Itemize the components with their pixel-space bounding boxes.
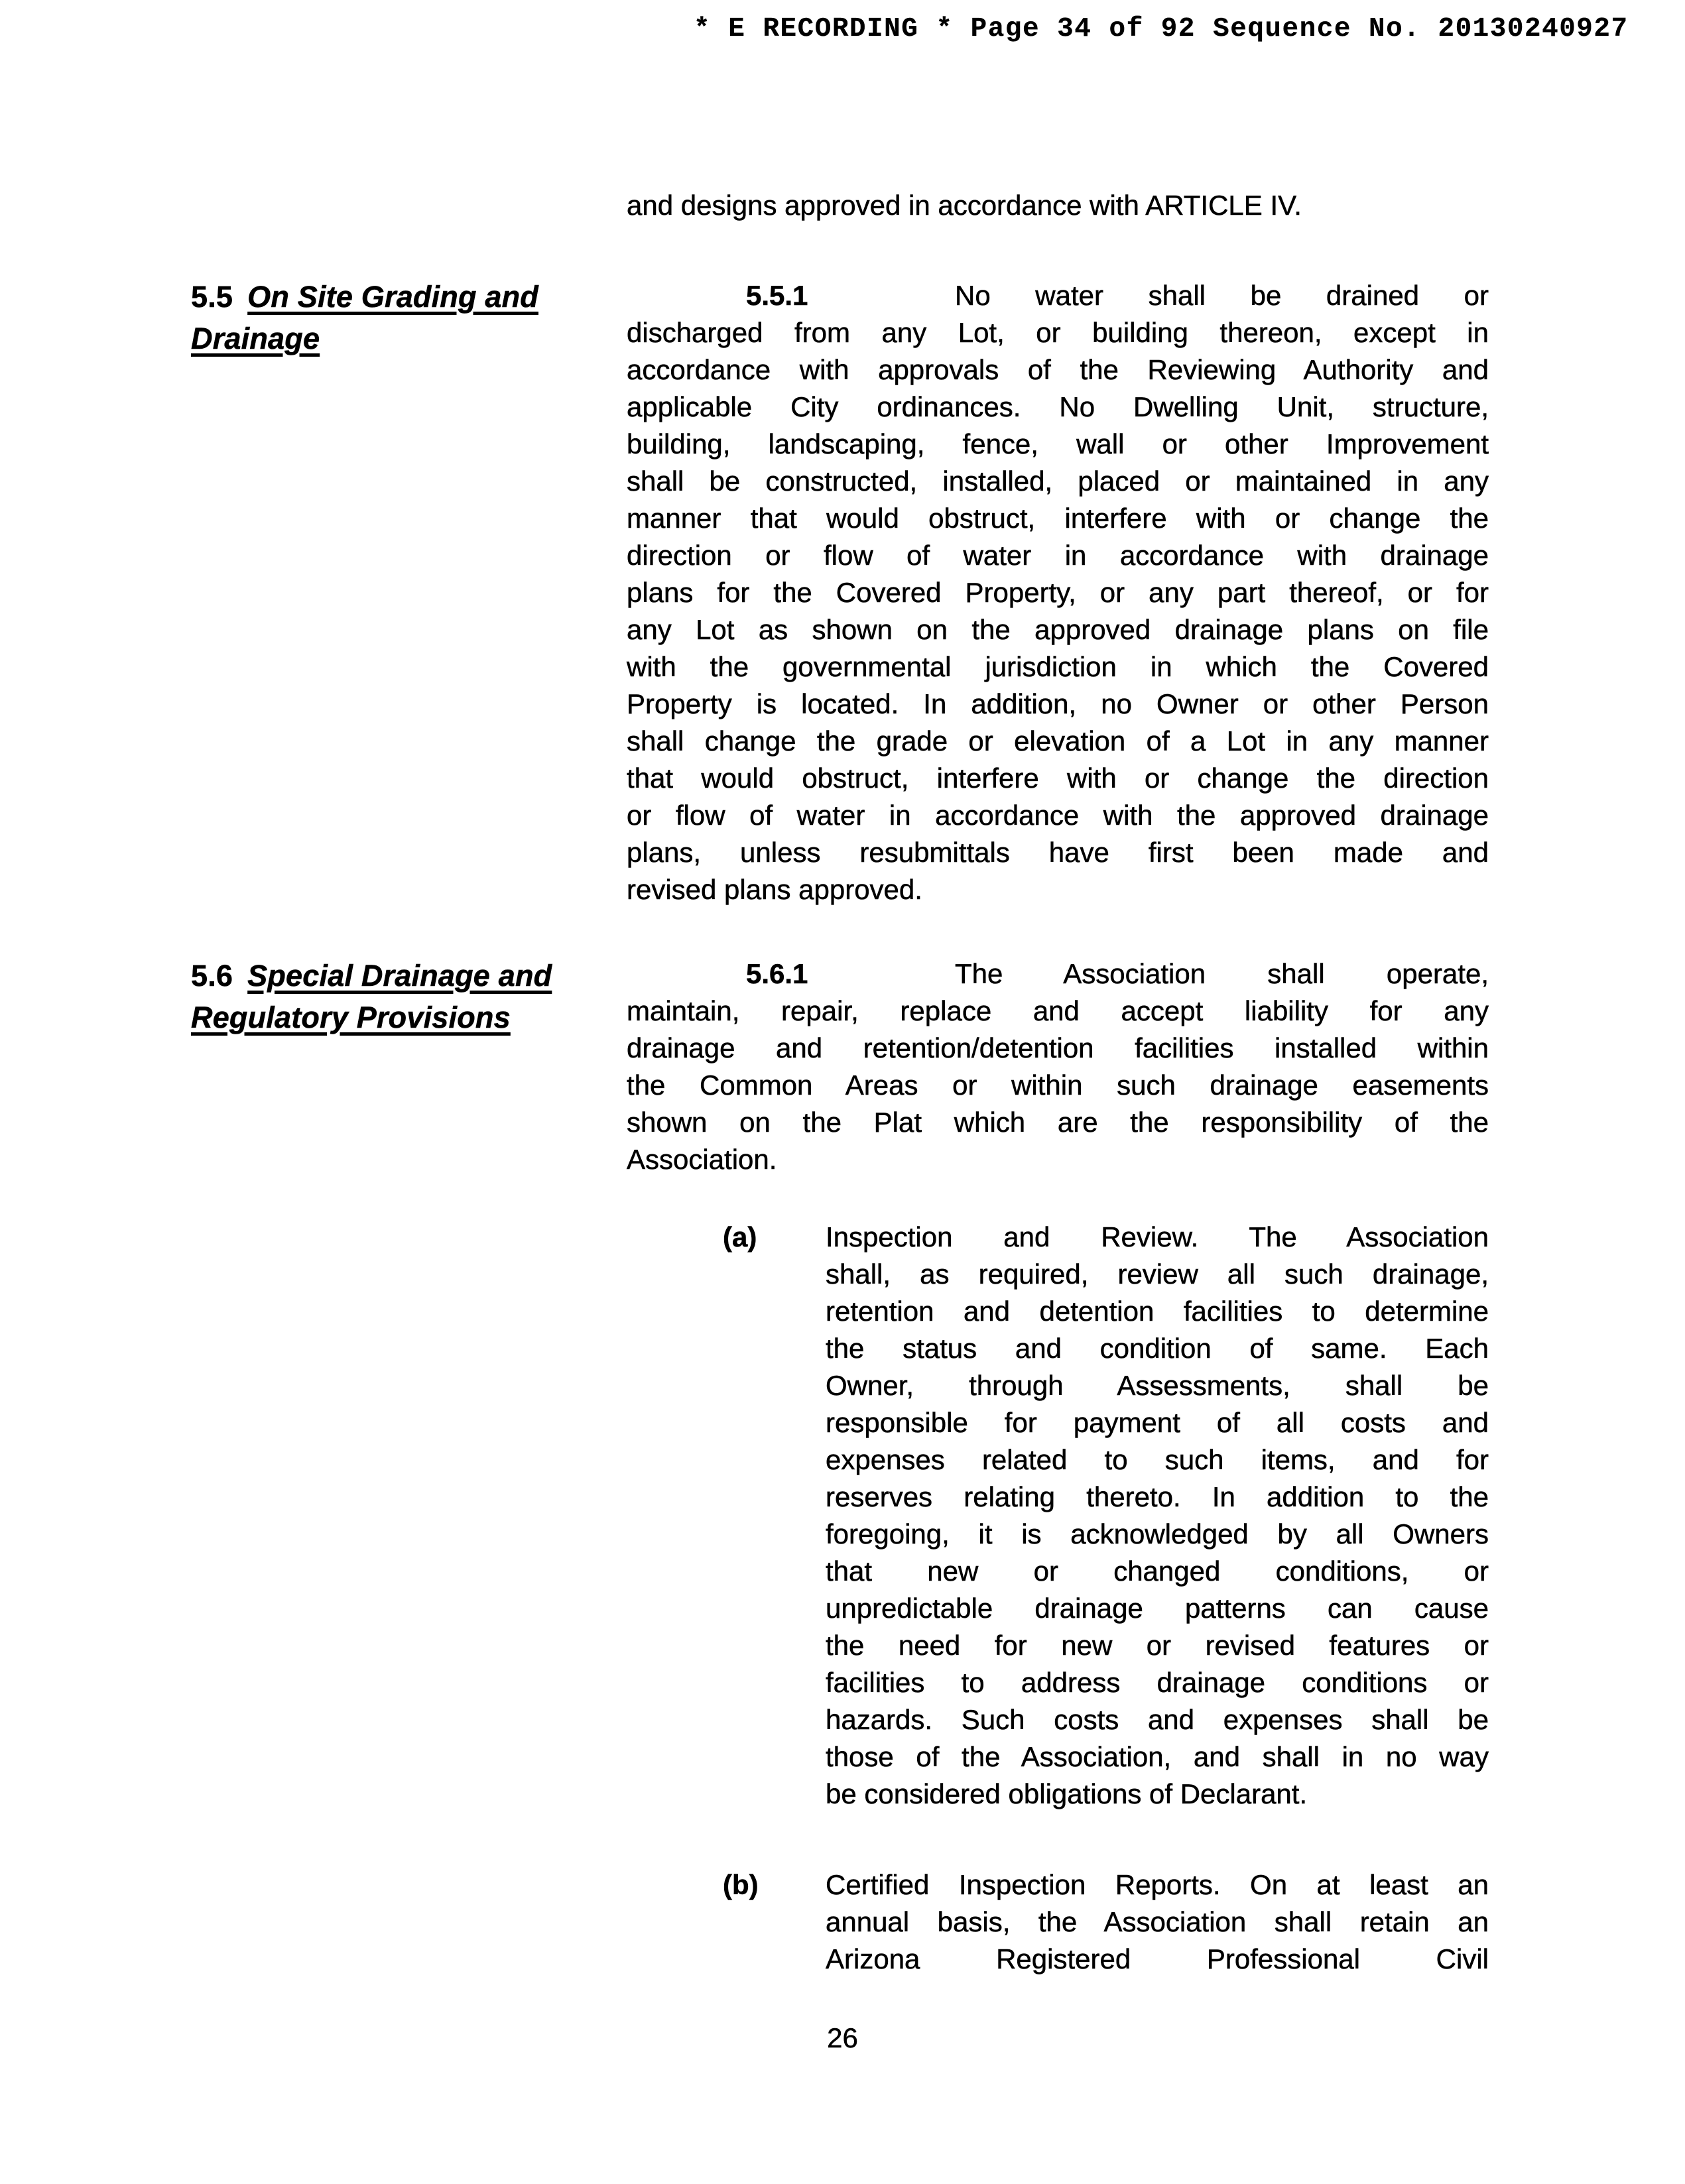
list-item-text [826, 1866, 1489, 1978]
text-line: annual basis, the Association shall retain an [826, 1906, 1489, 1937]
text-line: shall be constructed, installed, placed or maintained in any [627, 465, 1489, 497]
text-line: facilities to address drainage conditions or [826, 1667, 1489, 1698]
text-line: Arizona Registered Professional Civil [826, 1943, 1489, 1974]
text-line: Inspection and Review. The Association [826, 1221, 1489, 1252]
paragraph-5-5-1 [627, 277, 1489, 908]
text-line: drainage and retention/detention facilities installed within [627, 1032, 1489, 1063]
section-title-line: Special Drainage and [247, 959, 552, 993]
paragraph-first-line [627, 277, 1489, 314]
paragraph-number: 5.5.1 [746, 280, 808, 311]
text-line: discharged from any Lot, or building thereon, except in [627, 317, 1489, 348]
text-line: Property is located. In addition, no Owner or other Person [627, 688, 1489, 719]
text-line: retention and detention facilities to determine [826, 1296, 1489, 1327]
section-title-line: Regulatory Provisions [191, 1001, 511, 1034]
text-line: applicable City ordinances. No Dwelling Unit, structure, [627, 391, 1489, 422]
text-line: building, landscaping, fence, wall or other Improvement [627, 428, 1489, 459]
text-line: that would obstruct, interfere with or change the direction [627, 762, 1489, 794]
paragraph-lines [627, 993, 1489, 1178]
text-line: plans, unless resubmittals have first been made and [627, 837, 1489, 868]
recording-header: * E RECORDING * Page 34 of 92 Sequence No. 20130240927 [694, 14, 1629, 44]
text-line: those of the Association, and shall in no way [826, 1741, 1489, 1772]
section-number: 5.5 [191, 280, 233, 314]
list-item-b [723, 1866, 1489, 1978]
text-line: Certified Inspection Reports. On at least an [826, 1869, 1489, 1900]
text-line: Association. [627, 1144, 777, 1175]
text-line: with the governmental jurisdiction in which the Covered [627, 651, 1489, 682]
text-line: shall change the grade or elevation of a Lot in any manner [627, 725, 1489, 757]
paragraph-first-line [627, 955, 1489, 993]
text-line: the Common Areas or within such drainage easements [627, 1069, 1489, 1101]
list-item-marker: (b) [723, 1869, 759, 1900]
section-heading-5-6 [191, 955, 629, 1038]
section-title-line: Drainage [191, 322, 320, 355]
text-line: accordance with approvals of the Reviewing Authority and [627, 354, 1489, 385]
text-line: reserves relating thereto. In addition to the [826, 1481, 1489, 1512]
section-heading-line [191, 997, 629, 1038]
section-title-line: On Site Grading and [247, 280, 538, 314]
text-line: hazards. Such costs and expenses shall be [826, 1704, 1489, 1735]
list-item-a [723, 1219, 1489, 1813]
paragraph-5-6-1 [627, 955, 1489, 1178]
text-line: plans for the Covered Property, or any part thereof, or for [627, 577, 1489, 608]
text-line: the need for new or revised features or [826, 1630, 1489, 1661]
intro-continuation-line: and designs approved in accordance with ARTICLE IV. [627, 190, 1302, 221]
text-line: manner that would obstruct, interfere with or change the [627, 503, 1489, 534]
text-line: that new or changed conditions, or [826, 1555, 1489, 1587]
section-heading-line [191, 955, 629, 997]
text-line: shown on the Plat which are the responsibility of the [627, 1107, 1489, 1138]
text-line: maintain, repair, replace and accept liability for any [627, 995, 1489, 1026]
text-line: the status and condition of same. Each [826, 1333, 1489, 1364]
text-line: expenses related to such items, and for [826, 1444, 1489, 1475]
text-line: be considered obligations of Declarant. [826, 1778, 1308, 1809]
text-line: unpredictable drainage patterns can cause [826, 1593, 1489, 1624]
text-line: any Lot as shown on the approved drainage plans on file [627, 614, 1489, 645]
list-item-text [826, 1219, 1489, 1813]
text-line: or flow of water in accordance with the approved drainage [627, 800, 1489, 831]
section-heading-5-5 [191, 276, 629, 359]
text-line: shall, as required, review all such drainage, [826, 1258, 1489, 1290]
paragraph-number: 5.6.1 [746, 958, 808, 989]
section-heading-line [191, 318, 629, 359]
text-line: responsible for payment of all costs and [826, 1407, 1489, 1438]
text-line: direction or flow of water in accordance with drainage [627, 540, 1489, 571]
text-line: revised plans approved. [627, 874, 922, 905]
text-line: Owner, through Assessments, shall be [826, 1370, 1489, 1401]
list-item-marker: (a) [723, 1221, 757, 1252]
text-line: foregoing, it is acknowledged by all Owners [826, 1518, 1489, 1549]
paragraph-first-line-text: No water shall be drained or [955, 280, 1489, 311]
paragraph-first-line-text: The Association shall operate, [955, 958, 1489, 989]
paragraph-lines [627, 314, 1489, 908]
section-heading-line [191, 276, 629, 318]
page-number: 26 [827, 2022, 858, 2053]
section-number: 5.6 [191, 959, 233, 993]
